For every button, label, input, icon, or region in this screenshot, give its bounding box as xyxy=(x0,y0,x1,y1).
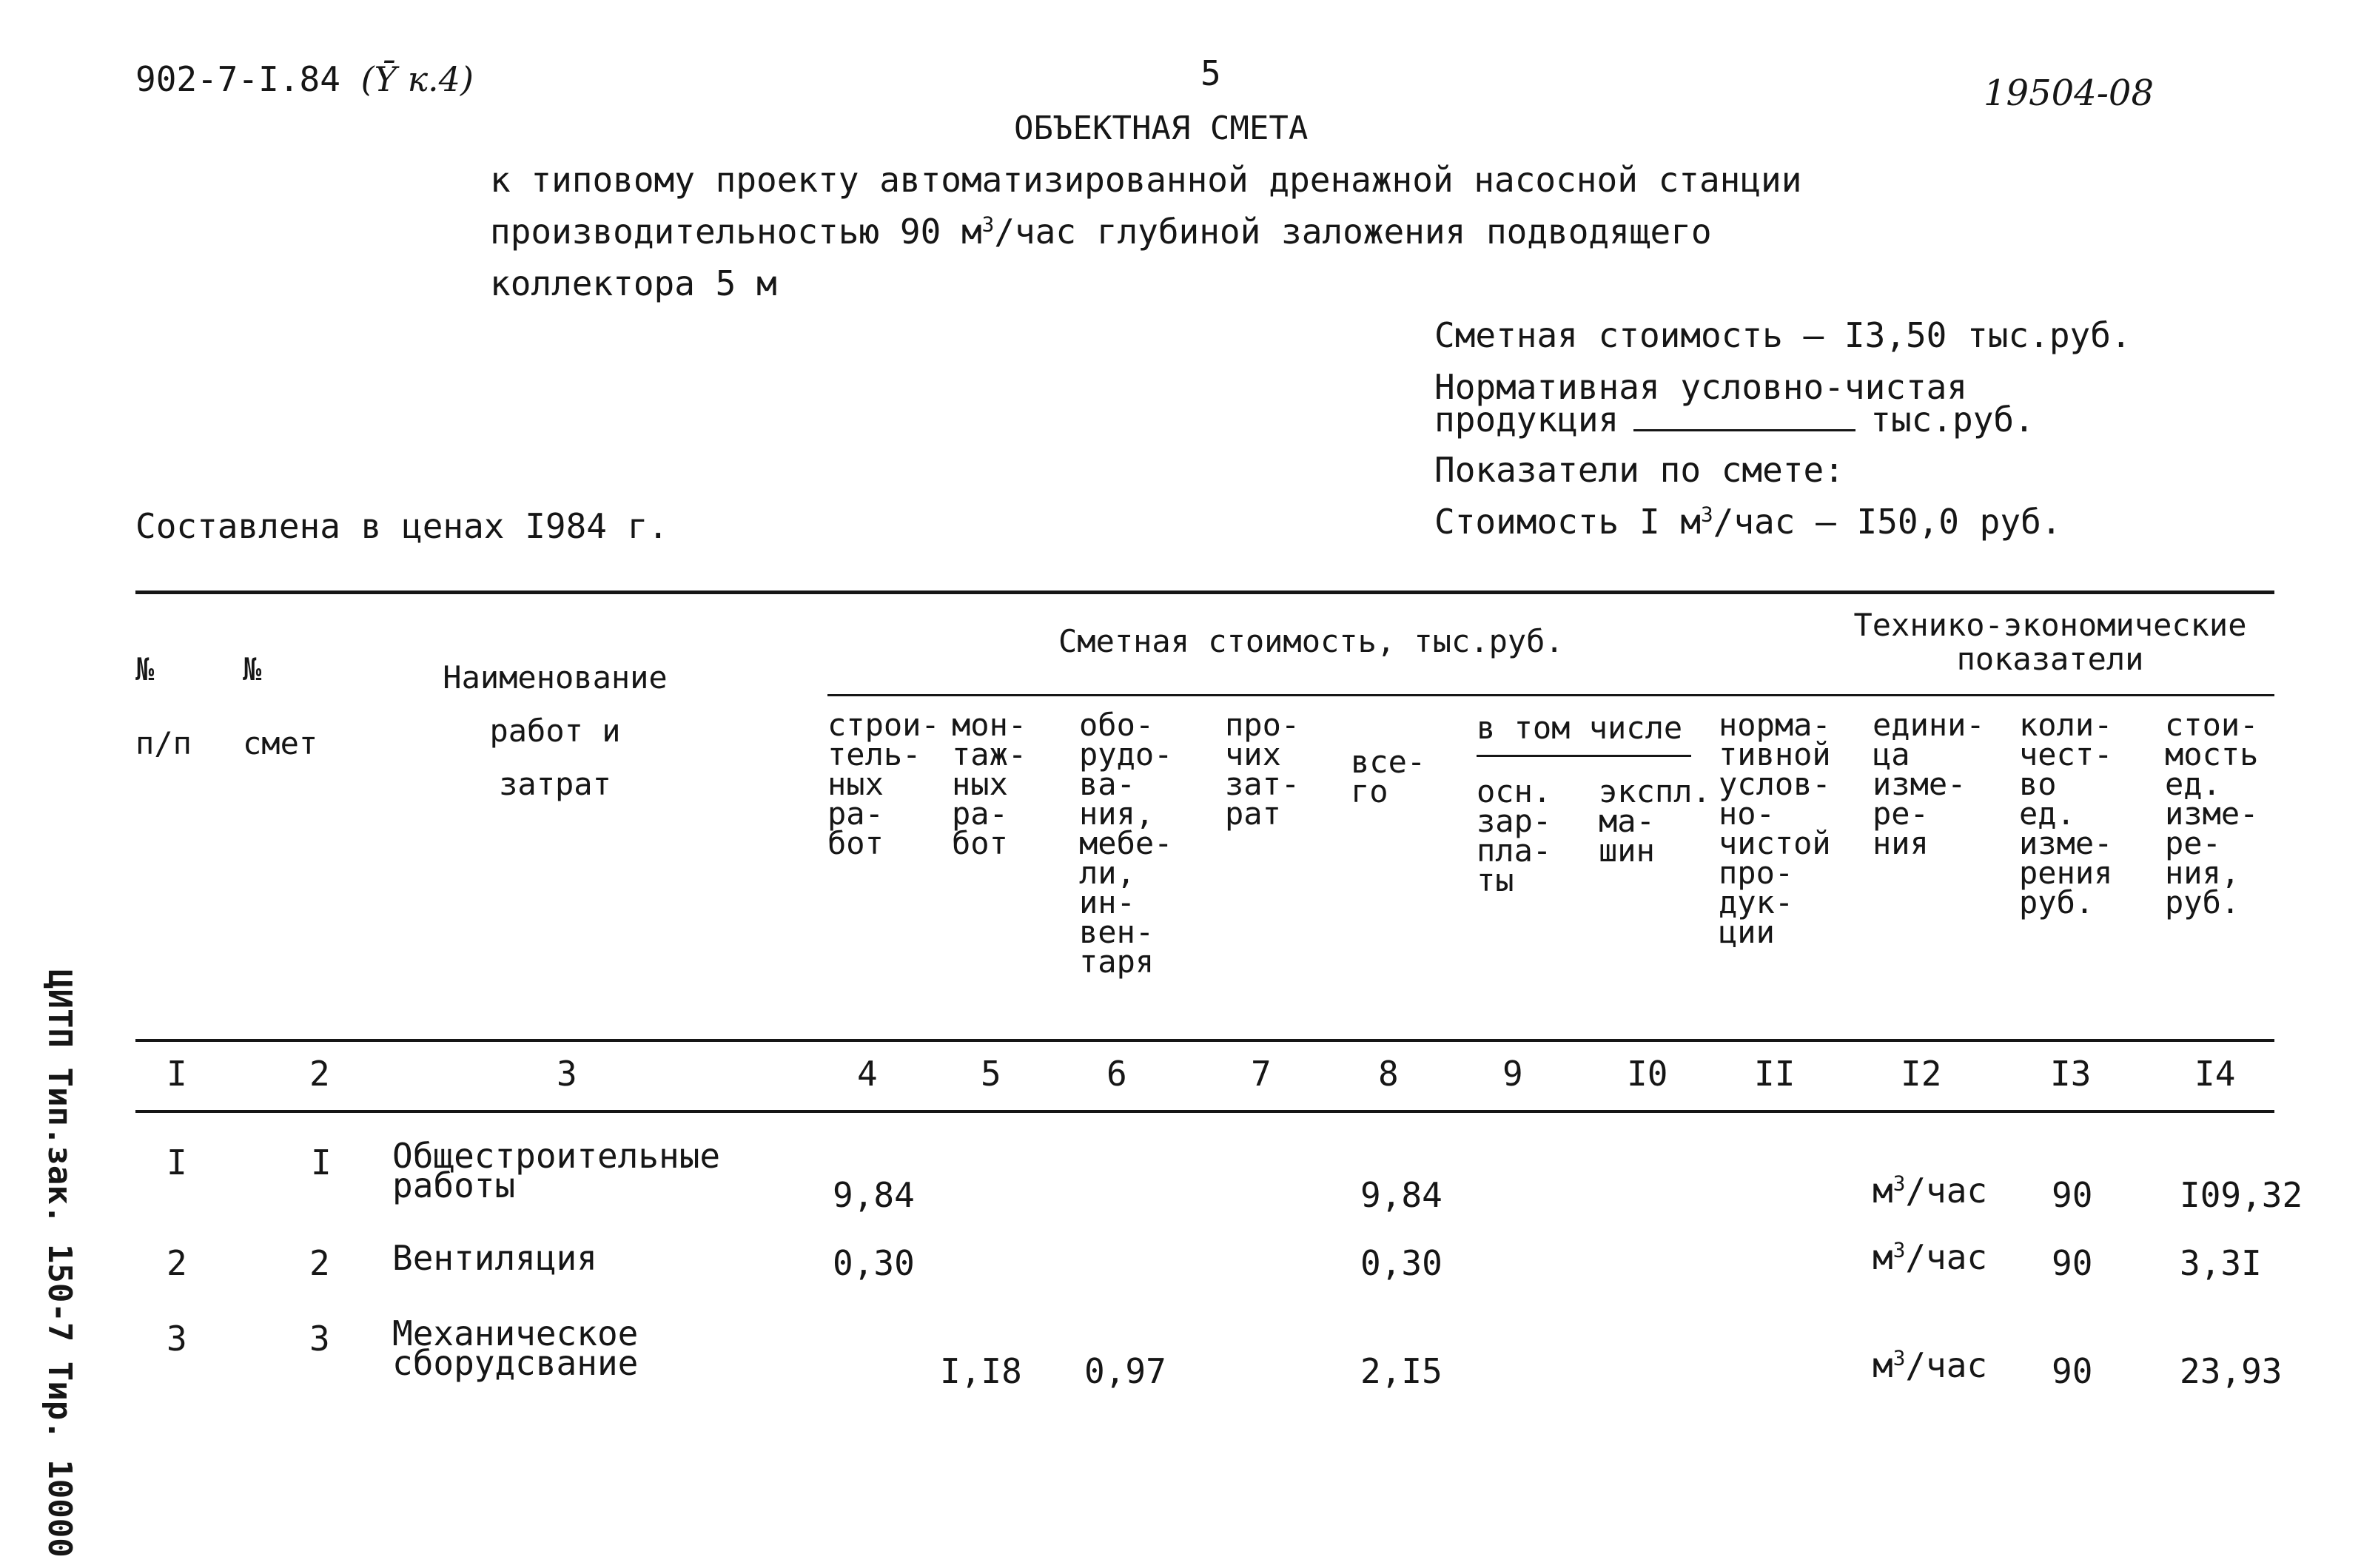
subtitle-line-3: коллектора 5 м xyxy=(490,263,777,303)
col-header-2: № смет xyxy=(243,651,318,761)
col-header-5: мон- таж- ных ра- бот xyxy=(952,707,1027,861)
table-row-3-smeta: 3 xyxy=(309,1319,330,1359)
col-number: 7 xyxy=(1251,1054,1272,1094)
col-header-1: № п/п xyxy=(135,651,192,761)
subgroup-header-incl: в том числе xyxy=(1477,710,1683,746)
col-number: 8 xyxy=(1378,1054,1399,1094)
group-header-cost: Сметная стоимость, тыс.руб. xyxy=(1058,623,1564,659)
col-number: 9 xyxy=(1502,1054,1523,1094)
archive-number: 19504-08 xyxy=(1984,73,2154,114)
col-number: I0 xyxy=(1627,1054,1668,1094)
table-row-3-c6: 0,97 xyxy=(1084,1351,1166,1391)
col-number: 2 xyxy=(309,1054,330,1094)
subtitle-line-2: производительностью 90 $м^3$/час глубиной заложения подводящего xyxy=(490,212,1712,252)
col-number: I2 xyxy=(1901,1054,1942,1094)
table-top-rule xyxy=(135,590,2274,594)
table-row-3-n: 3 xyxy=(167,1319,187,1359)
col-header-10: экспл. ма- шин xyxy=(1599,773,1711,869)
numbers-bottom-rule xyxy=(135,1110,2274,1113)
col-number: 5 xyxy=(981,1054,1001,1094)
col-header-14: стои- мость ед. изме- ре- ния, руб. xyxy=(2165,707,2259,921)
unit-cost: Стоимость I $м^3$/час – I50,0 руб. xyxy=(1434,502,2062,542)
col-number: I xyxy=(167,1054,187,1094)
table-row-2-c8: 0,30 xyxy=(1360,1243,1443,1283)
group-rule xyxy=(827,694,2274,696)
header-bottom-rule xyxy=(135,1039,2274,1042)
col-header-7: про- чих зат- рат xyxy=(1225,707,1300,832)
table-row-2-cost: 3,3I xyxy=(2180,1243,2262,1283)
col-header-11: норма- тивной услов- но- чистой про- дук- ции xyxy=(1719,707,1831,950)
table-row-2-smeta: 2 xyxy=(309,1243,330,1283)
table-row-3-unit: $м^3$/час xyxy=(1873,1345,1988,1385)
col-header-13: коли- чест- во ед. изме- рения руб. xyxy=(2019,707,2113,921)
incl-rule xyxy=(1477,755,1691,757)
table-row-1-smeta: I xyxy=(311,1143,332,1182)
estimated-cost: Сметная стоимость – I3,50 тыс.руб. xyxy=(1434,315,2132,355)
col-number: II xyxy=(1754,1054,1796,1094)
table-row-1-qty: 90 xyxy=(2052,1175,2093,1215)
table-row-1-name: Общестроительные работы xyxy=(392,1136,721,1205)
page-title: ОБЪЕКТНАЯ СМЕТА xyxy=(1014,110,1309,147)
table-row-1-cost: I09,32 xyxy=(2180,1175,2303,1215)
table-row-3-c8: 2,I5 xyxy=(1360,1351,1443,1391)
table-row-2-qty: 90 xyxy=(2052,1243,2093,1283)
table-row-1-unit: $м^3$/час xyxy=(1873,1171,1988,1211)
col-number: 6 xyxy=(1106,1054,1127,1094)
table-row-1-c4: 9,84 xyxy=(833,1175,915,1215)
normative-line-2: продукция тыс.руб. xyxy=(1434,400,2035,440)
col-header-3: Наименование работ и затрат xyxy=(443,659,668,802)
doc-code-note: (Ȳ к.4) xyxy=(360,59,474,99)
table-row-1-c8: 9,84 xyxy=(1360,1175,1443,1215)
table-row-3-qty: 90 xyxy=(2052,1351,2093,1391)
subtitle-line-1: к типовому проекту автоматизированной дренажной насосной станции xyxy=(490,160,1802,200)
page-number: 5 xyxy=(1200,53,1221,93)
col-header-9: осн. зар- пла- ты xyxy=(1477,773,1552,898)
col-header-8: все- го xyxy=(1351,744,1426,810)
side-stamp: ЦИТП Тип.зак. 150-7 Тир. 10000 xyxy=(41,969,78,1558)
table-row-3-c5: I,I8 xyxy=(940,1351,1022,1391)
table-row-2-name: Вентиляция xyxy=(392,1238,597,1278)
table-row-2-c4: 0,30 xyxy=(833,1243,915,1283)
col-number: 4 xyxy=(857,1054,878,1094)
table-row-3-name: Механическое сборудсвание xyxy=(392,1313,639,1383)
col-number: I3 xyxy=(2050,1054,2092,1094)
table-row-2-unit: $м^3$/час xyxy=(1873,1237,1988,1277)
doc-code: 902-7-I.84 (Ȳ к.4) xyxy=(135,59,474,99)
col-header-6: обо- рудо- ва- ния, мебе- ли, ин- вен- таря xyxy=(1079,707,1173,980)
prices-note: Составлена в ценах I984 г. xyxy=(135,506,669,546)
col-header-4: строи- тель- ных ра- бот xyxy=(827,707,940,861)
col-header-12: едини- ца изме- ре- ния xyxy=(1873,707,1985,861)
indicators-label: Показатели по смете: xyxy=(1434,450,1844,490)
group-header-tech: Технико-экономические показатели xyxy=(1853,607,2247,677)
col-number: 3 xyxy=(557,1054,577,1094)
table-row-2-n: 2 xyxy=(167,1243,187,1283)
table-row-1-n: I xyxy=(167,1143,187,1182)
table-row-3-cost: 23,93 xyxy=(2180,1351,2283,1391)
col-number: I4 xyxy=(2194,1054,2236,1094)
normative-line-1: Нормативная условно-чистая xyxy=(1434,367,1968,407)
